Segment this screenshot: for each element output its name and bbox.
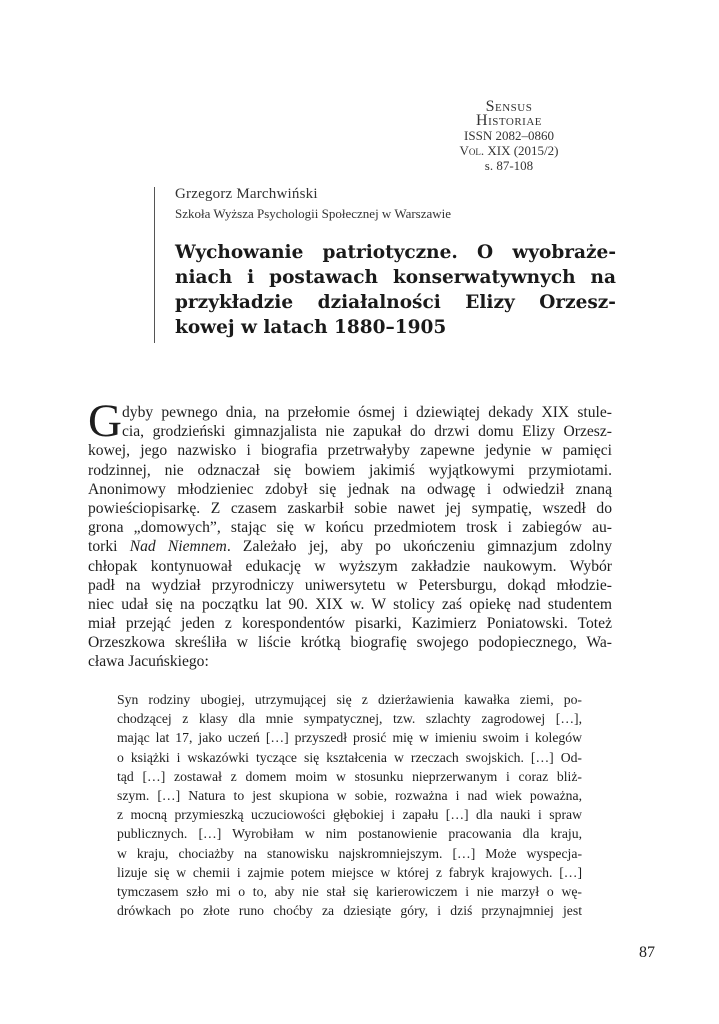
quote-line: Syn rodziny ubogiej, utrzymującej się z dzierżawienia kawałka ziemi, po-	[117, 692, 582, 707]
quote-line: drówkach po złote runo choćby za dziesiąte góry, i dziś przynajmniej jest	[117, 903, 582, 919]
article-title	[175, 240, 616, 340]
quote-line: o książki i wskazówki tyczące się kształcenia w rzeczach swojskich. […] Od-	[117, 749, 582, 765]
body-line: powieściopisarkę. Z czasem zaskarbił sobie nawet jej sympatię, wszedł do	[88, 499, 612, 517]
journal-name-line1: Sensus	[485, 98, 533, 115]
quote-line: chodzącej z klasy dla mnie sympatycznej, tzw. szlachty zagrodowej […],	[117, 711, 582, 727]
journal-header	[429, 100, 589, 173]
page-number: 87	[639, 944, 655, 961]
title-line: niach i postawach konserwatywnych na	[175, 267, 616, 288]
quote-line: mając lat 17, jako uczeń […] przyszedł prosić mię w imieniu swoim i kolegów	[117, 730, 582, 746]
quote-line: w kraju, chociażby na stanowisku najskromniejszym. […] Może wyspecja-	[117, 845, 582, 861]
quote-line: tąd […] zostawał z domem moim w stosunku nieprzerwanym i coraz bliż-	[117, 768, 582, 784]
journal-pages: s. 87-108	[484, 158, 534, 173]
author-name: Grzegorz Marchwiński	[175, 186, 318, 202]
body-line: padł na wydział przyrodniczy uniwersytetu w Petersburgu, dokąd młodzie-	[88, 576, 612, 594]
block-quote	[117, 690, 582, 920]
quote-line: lizuje się w chemii i zajmie potem miejsce w której z fabryk krajowych. […]	[117, 864, 582, 880]
book-title-italic: Nad Niemnem	[129, 538, 227, 556]
body-line: kowej, jego nazwisko i biografia przetrwałyby zapewne jedynie w pamięci	[88, 442, 612, 460]
body-line: Orzeszkowa skreśliła w liście krótką biografię swojego podopiecznego, Wa-	[88, 634, 612, 652]
body-line: grona „domowych”, stając się w końcu przedmiotem trosk i zabiegów au-	[88, 519, 612, 537]
journal-volume: Vol. XIX (2015/2)	[459, 143, 559, 158]
quote-line: szym. […] Natura to jest skupiona w sobie, rozważna i nad wiek poważna,	[117, 787, 582, 803]
body-line: chłopak kontynuował edukację w wyższym zakładzie naukowym. Wybór	[88, 557, 612, 575]
body-text: . Zależało jej, aby po ukończeniu gimnazjum zdolny	[226, 538, 613, 556]
quote-line: publicznych. […] Wyrobiłam w nim postanowienie pracowania dla kraju,	[117, 826, 582, 842]
title-line: Wychowanie patriotyczne. O wyobraże-	[175, 242, 616, 263]
journal-issn: ISSN 2082–0860	[464, 128, 554, 143]
title-line: przykładzie działalności Elizy Orzesz-	[175, 292, 616, 313]
body-line: niec udał się na początku lat 90. XIX w. W stolicy zaś opiekę nad studentem	[88, 595, 612, 613]
body-line: Anonimowy młodzieniec zdobył się jednak na odwagę i odwiedził znaną	[88, 480, 612, 498]
title-line: kowej w latach 1880–1905	[175, 317, 447, 338]
body-line: cława Jacuńskiego:	[88, 653, 209, 671]
body-line: cia, grodzieński gimnazjalista nie zapukał do drzwi domu Elizy Orzesz-	[122, 423, 612, 441]
quote-line: z mocną przymieszką uczuciowości głębokiej i zapału […] dla nauki i spraw	[117, 807, 582, 823]
body-line	[88, 537, 612, 556]
drop-cap: G	[88, 395, 122, 447]
author-affiliation: Szkoła Wyższa Psychologii Społecznej w Warszawie	[175, 206, 452, 221]
body-line: rodzinnej, nie odznaczał się bowiem jakimiś wyjątkowymi przymiotami.	[88, 461, 612, 479]
body-line: dyby pewnego dnia, na przełomie ósmej i dziewiątej dekady XIX stule-	[122, 404, 612, 421]
body-text: torki	[88, 538, 130, 556]
vertical-rule	[154, 187, 155, 343]
body-paragraph	[88, 403, 612, 672]
body-line: miał przejąć jeden z korespondentów pisarki, Kazimierz Poniatowski. Toteż	[88, 615, 612, 633]
journal-name-line2: Historiae	[476, 112, 542, 129]
quote-line: tymczasem szło mi o to, aby nie stał się karierowiczem i nie marzył o wę-	[117, 883, 582, 899]
